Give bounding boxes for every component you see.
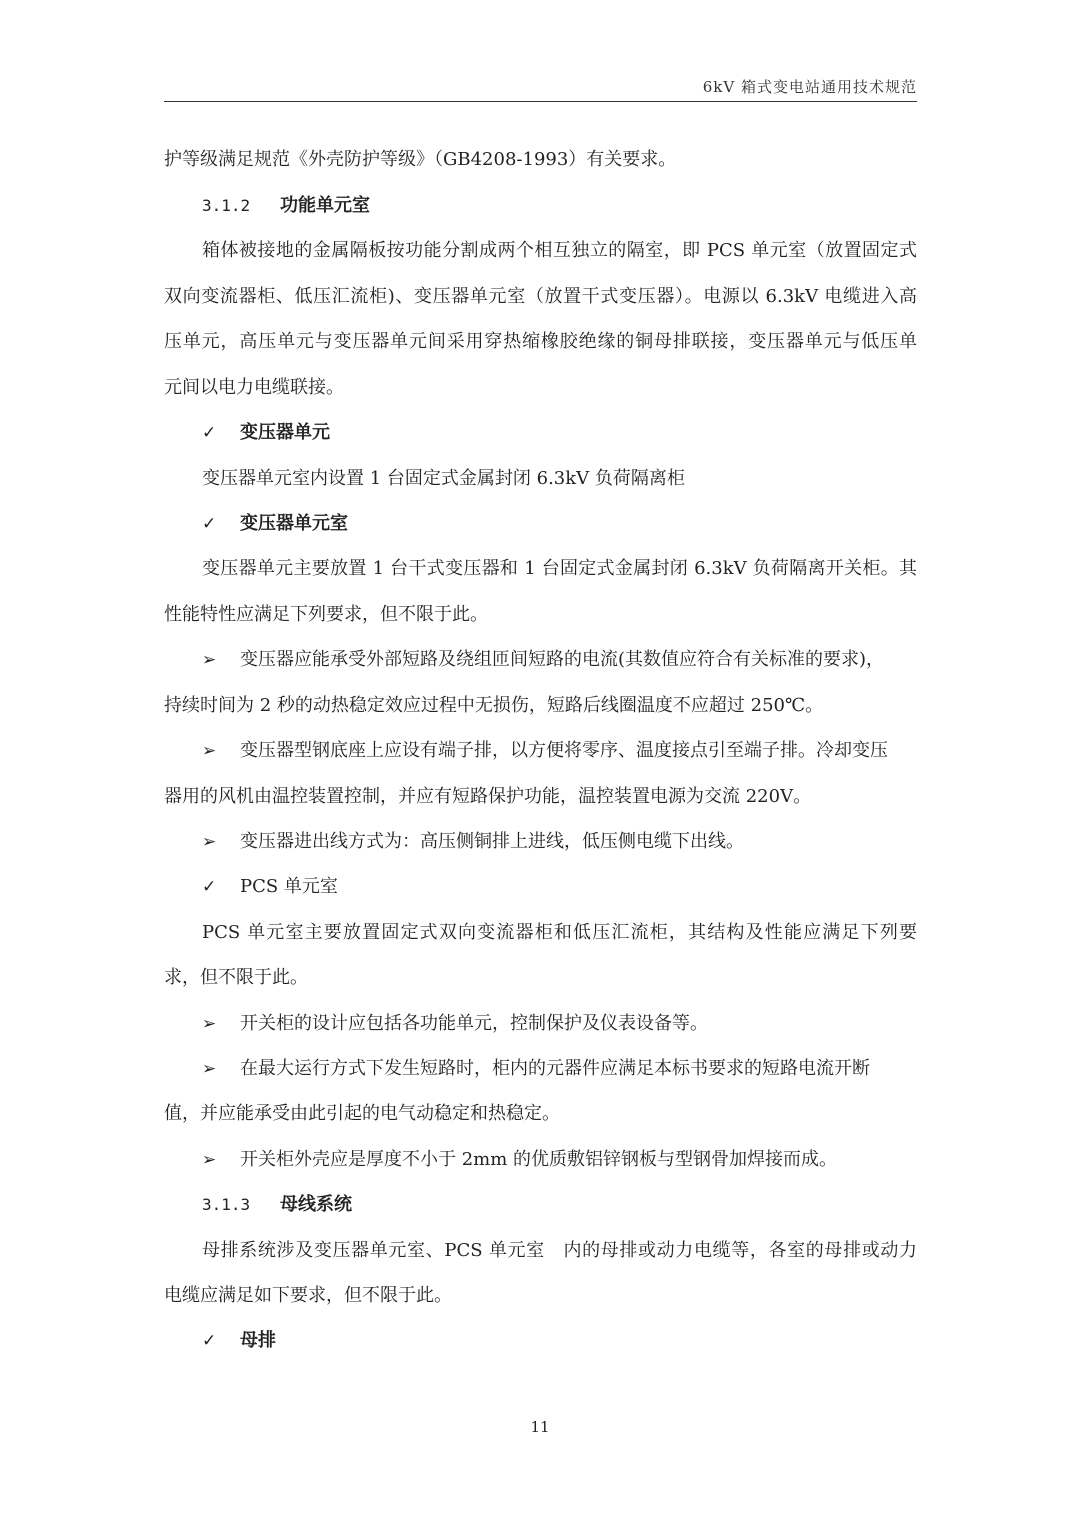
section-number: 3.1.2 (202, 196, 251, 215)
paragraph-line: 求，但不限于此。 (164, 967, 308, 988)
paragraph-line: 母排系统涉及变压器单元室、PCS 单元室 内的母排或动力电缆等，各室的母排或动力 (202, 1240, 917, 1261)
arrow-bullet-icon: ➢ (202, 1059, 217, 1079)
arrow-bullet-icon: ➢ (202, 1150, 217, 1170)
arrow-item (202, 1057, 917, 1081)
arrow-item (202, 1148, 917, 1172)
paragraph-line: 性能特性应满足下列要求，但不限于此。 (164, 604, 488, 625)
check-mark-icon: ✓ (202, 514, 217, 534)
check-mark-icon: ✓ (202, 1331, 217, 1351)
item-text: 变压器型钢底座上应设有端子排，以方便将零序、温度接点引至端子排。冷却变压 (240, 740, 888, 761)
item-text: 开关柜外壳应是厚度不小于 2mm 的优质敷铝锌钢板与型钢骨加焊接而成。 (240, 1149, 838, 1170)
paragraph-line: 变压器单元室内设置 1 台固定式金属封闭 6.3kV 负荷隔离柜 (202, 468, 685, 489)
check-mark-icon: ✓ (202, 423, 217, 443)
paragraph-line: 护等级满足规范《外壳防护等级》（GB4208-1993）有关要求。 (164, 149, 677, 170)
subheading-text: PCS 单元室 (240, 876, 338, 897)
section-heading-3-1-3 (202, 1193, 917, 1217)
paragraph-line: 电缆应满足如下要求，但不限于此。 (164, 1285, 452, 1306)
paragraph-line: 压单元，高压单元与变压器单元间采用穿热缩橡胶绝缘的铜母排联接，变压器单元与低压单 (164, 331, 917, 352)
arrow-item (202, 1012, 917, 1036)
arrow-bullet-icon: ➢ (202, 650, 217, 670)
paragraph-line: 元间以电力电缆联接。 (164, 377, 344, 398)
section-heading-3-1-2 (202, 194, 917, 218)
item-text: 变压器应能承受外部短路及绕组匝间短路的电流(其数值应符合有关标准的要求)， (240, 649, 885, 670)
item-text: 开关柜的设计应包括各功能单元，控制保护及仪表设备等。 (240, 1013, 708, 1034)
section-title: 母线系统 (280, 1194, 352, 1215)
arrow-item (202, 648, 917, 672)
running-header: 6kV 箱式变电站通用技术规范 (702, 78, 917, 96)
checked-subheading (202, 875, 917, 899)
item-text: 变压器进出线方式为：高压侧铜排上进线，低压侧电缆下出线。 (240, 831, 744, 852)
paragraph-line: 值，并应能承受由此引起的电气动稳定和热稳定。 (164, 1103, 560, 1124)
subheading-text: 变压器单元室 (240, 513, 348, 534)
arrow-item (202, 830, 917, 854)
section-title: 功能单元室 (280, 195, 370, 216)
paragraph-line: 持续时间为 2 秒的动热稳定效应过程中无损伤，短路后线圈温度不应超过 250℃。 (164, 695, 824, 716)
checked-subheading (202, 512, 917, 536)
subheading-text: 变压器单元 (240, 422, 330, 443)
arrow-bullet-icon: ➢ (202, 1014, 217, 1034)
page-number: 11 (530, 1418, 550, 1436)
paragraph-line: 双向变流器柜、低压汇流柜)、变压器单元室（放置干式变压器）。电源以 6.3kV 电缆进入高 (164, 286, 917, 307)
item-text: 在最大运行方式下发生短路时，柜内的元器件应满足本标书要求的短路电流开断 (240, 1058, 870, 1079)
paragraph-line: PCS 单元室主要放置固定式双向变流器柜和低压汇流柜，其结构及性能应满足下列要 (202, 922, 917, 943)
checked-subheading (202, 1329, 917, 1353)
arrow-bullet-icon: ➢ (202, 832, 217, 852)
check-mark-icon: ✓ (202, 877, 217, 897)
paragraph-line: 变压器单元主要放置 1 台干式变压器和 1 台固定式金属封闭 6.3kV 负荷隔离开关柜。其 (202, 558, 917, 579)
checked-subheading (202, 421, 917, 445)
paragraph-line: 箱体被接地的金属隔板按功能分割成两个相互独立的隔室，即 PCS 单元室（放置固定式 (202, 240, 917, 261)
paragraph-line: 器用的风机由温控装置控制，并应有短路保护功能，温控装置电源为交流 220V。 (164, 786, 812, 807)
arrow-bullet-icon: ➢ (202, 741, 217, 761)
header-divider (164, 101, 917, 102)
arrow-item (202, 739, 917, 763)
section-number: 3.1.3 (202, 1195, 251, 1214)
subheading-text: 母排 (240, 1330, 276, 1351)
